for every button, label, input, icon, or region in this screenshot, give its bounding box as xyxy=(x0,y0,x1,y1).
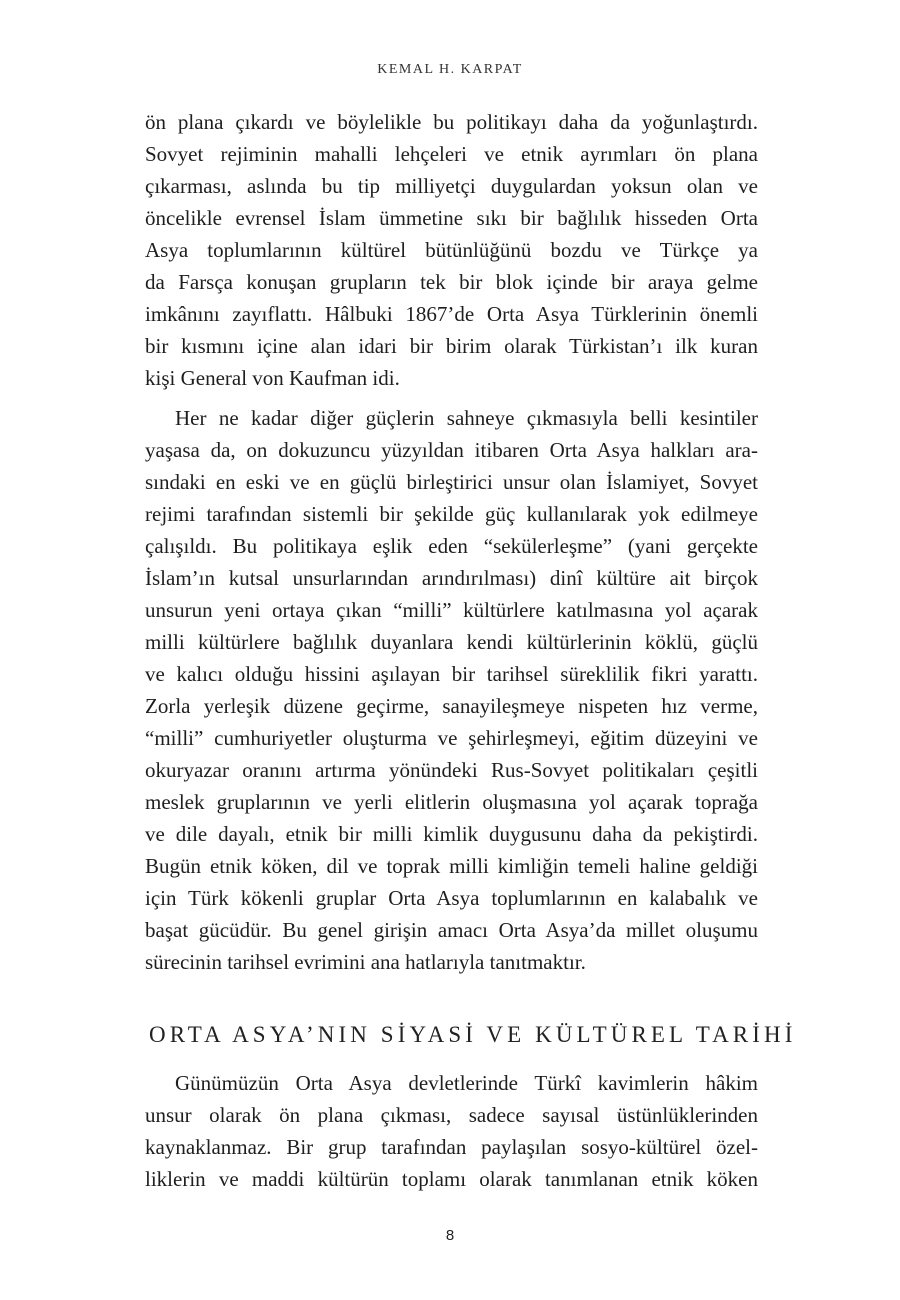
text-line: başat gücüdür. Bu genel girişin amacı Orta Asya’da millet oluşumu xyxy=(145,918,758,942)
text-line: meslek gruplarının ve yerli elitlerin oluşmasına yol açarak toprağa xyxy=(145,790,758,814)
paragraph-2 xyxy=(145,402,758,978)
text-line: “milli” cumhuriyetler oluşturma ve şehirleşmeyi, eğitim düzeyini ve xyxy=(145,726,758,750)
text-block-2 xyxy=(145,1067,758,1195)
text-line: Sovyet rejiminin mahalli lehçeleri ve etnik ayrımları ön plana xyxy=(145,142,758,166)
paragraph-3 xyxy=(145,1067,758,1195)
text-line: milli kültürlere bağlılık duyanlara kendi kültürlerinin köklü, güçlü xyxy=(145,630,758,654)
text-line: rejimi tarafından sistemli bir şekilde güç kullanılarak yok edilmeye xyxy=(145,502,758,526)
text-line: unsur olarak ön plana çıkması, sadece sayısal üstünlüklerinden xyxy=(145,1103,758,1127)
text-line: liklerin ve maddi kültürün toplamı olarak tanımlanan etnik köken xyxy=(145,1167,758,1191)
text-line: öncelikle evrensel İslam ümmetine sıkı bir bağlılık hisseden Orta xyxy=(145,206,758,230)
text-line: sındaki en eski ve en güçlü birleştirici unsur olan İslamiyet, Sovyet xyxy=(145,470,758,494)
page-number: 8 xyxy=(445,1227,455,1244)
text-line: Günümüzün Orta Asya devletlerinde Türkî kavimlerin hâkim xyxy=(175,1071,758,1095)
text-line: imkânını zayıflattı. Hâlbuki 1867’de Orta Asya Türklerinin önemli xyxy=(145,302,758,326)
text-line: Bugün etnik köken, dil ve toprak milli kimliğin temeli haline geldiği xyxy=(145,854,758,878)
text-line: Zorla yerleşik düzene geçirme, sanayileşmeye nispeten hız verme, xyxy=(145,694,758,718)
paragraph-1 xyxy=(145,106,758,394)
text-line: kaynaklanmaz. Bir grup tarafından paylaşılan sosyo-kültürel özel- xyxy=(145,1135,758,1159)
text-line: sürecinin tarihsel evrimini ana hatlarıyla tanıtmaktır. xyxy=(145,950,586,974)
text-line: ve kalıcı olduğu hissini aşılayan bir tarihsel süreklilik fikri yarattı. xyxy=(145,662,758,686)
text-line: İslam’ın kutsal unsurlarından arındırılması) dinî kültüre ait birçok xyxy=(145,566,758,590)
text-line: ve dile dayalı, etnik bir milli kimlik duygusunu daha da pekiştirdi. xyxy=(145,822,758,846)
text-line: Her ne kadar diğer güçlerin sahneye çıkmasıyla belli kesintiler xyxy=(175,406,758,430)
text-line: çalışıldı. Bu politikaya eşlik eden “sekülerleşme” (yani gerçekte xyxy=(145,534,758,558)
text-line: bir kısmını içine alan idari bir birim olarak Türkistan’ı ilk kuran xyxy=(145,334,758,358)
text-line: çıkarması, aslında bu tip milliyetçi duygulardan yoksun olan ve xyxy=(145,174,758,198)
text-line: ön plana çıkardı ve böylelikle bu politikayı daha da yoğunlaştırdı. xyxy=(145,110,758,134)
text-line: kişi General von Kaufman idi. xyxy=(145,366,400,390)
text-line: Asya toplumlarının kültürel bütünlüğünü bozdu ve Türkçe ya xyxy=(145,238,758,262)
text-line: da Farsça konuşan grupların tek bir blok içinde bir araya gelme xyxy=(145,270,758,294)
section-heading: ORTA ASYA’NIN SİYASİ VE KÜLTÜREL TARİHİ xyxy=(149,1022,797,1047)
text-line: unsurun yeni ortaya çıkan “milli” kültürlere katılmasına yol açarak xyxy=(145,598,758,622)
running-head: KEMAL H. KARPAT xyxy=(377,62,523,77)
text-line: yaşasa da, on dokuzuncu yüzyıldan itibaren Orta Asya halkları ara- xyxy=(145,438,758,462)
text-line: için Türk kökenli gruplar Orta Asya toplumlarının en kalabalık ve xyxy=(145,886,758,910)
text-block xyxy=(145,106,758,978)
text-line: okuryazar oranını artırma yönündeki Rus-Sovyet politikaları çeşitli xyxy=(145,758,758,782)
